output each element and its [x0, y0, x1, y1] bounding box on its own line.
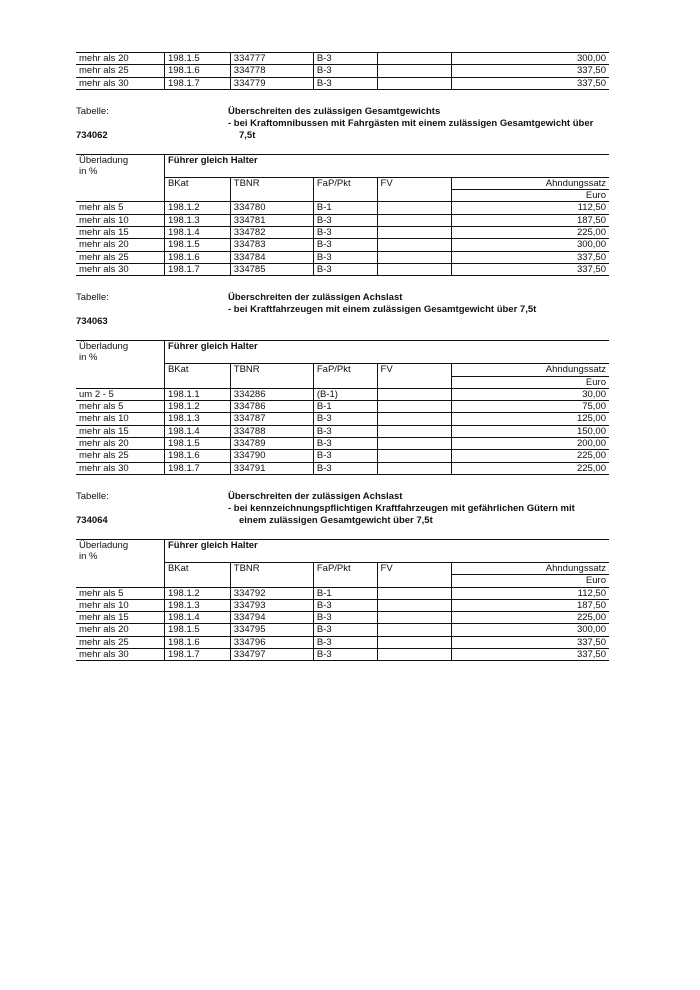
fap-cell: B-3: [313, 214, 377, 226]
fap-cell: (B-1): [313, 388, 377, 400]
bkat-cell: 198.1.6: [164, 450, 230, 462]
section-subtitle-cont: 7,5t: [239, 129, 256, 141]
table-row: [76, 202, 609, 214]
amount-cell: 200,00: [451, 438, 609, 450]
overload-cell: mehr als 30: [76, 263, 164, 275]
overload-header: [76, 539, 164, 562]
fap-cell: B-3: [313, 612, 377, 624]
tbnr-cell: 334791: [230, 462, 313, 474]
bkat-header: BKat: [164, 364, 230, 389]
fap-cell: B-3: [313, 649, 377, 661]
amount-cell: 337,50: [451, 636, 609, 648]
table-row: [76, 587, 609, 599]
bkat-cell: 198.1.7: [164, 263, 230, 275]
fap-cell: B-3: [313, 65, 377, 77]
fap-cell: B-3: [313, 263, 377, 275]
header-spacer: [76, 364, 164, 389]
fap-header: FaP/Pkt: [313, 364, 377, 389]
table-label: Tabelle:: [76, 105, 109, 117]
overload-header-line2: in %: [79, 550, 98, 562]
amount-cell: 225,00: [451, 227, 609, 239]
amount-cell: 112,50: [451, 202, 609, 214]
overload-cell: mehr als 5: [76, 401, 164, 413]
fv-cell: [377, 65, 451, 77]
overload-cell: mehr als 20: [76, 53, 164, 65]
table-row: [76, 239, 609, 251]
tbnr-cell: 334784: [230, 251, 313, 263]
bkat-cell: 198.1.7: [164, 462, 230, 474]
fv-cell: [377, 251, 451, 263]
fv-cell: [377, 53, 451, 65]
amount-cell: 225,00: [451, 462, 609, 474]
unit-header: Euro: [451, 190, 609, 202]
fv-cell: [377, 450, 451, 462]
fap-cell: B-3: [313, 227, 377, 239]
fv-header: FV: [377, 364, 451, 389]
bkat-header: BKat: [164, 177, 230, 202]
bkat-cell: 198.1.5: [164, 239, 230, 251]
tbnr-cell: 334796: [230, 636, 313, 648]
tbnr-cell: 334781: [230, 214, 313, 226]
section-title: Überschreiten der zulässigen Achslast: [228, 490, 403, 502]
bkat-cell: 198.1.2: [164, 401, 230, 413]
overload-header-line2: in %: [79, 352, 98, 364]
amount-cell: 225,00: [451, 612, 609, 624]
fap-cell: B-1: [313, 401, 377, 413]
fap-cell: B-3: [313, 599, 377, 611]
fv-cell: [377, 239, 451, 251]
bkat-cell: 198.1.3: [164, 214, 230, 226]
bkat-cell: 198.1.6: [164, 251, 230, 263]
tbnr-cell: 334780: [230, 202, 313, 214]
overload-header: [76, 341, 164, 364]
fv-cell: [377, 649, 451, 661]
fv-header: FV: [377, 562, 451, 587]
fv-cell: [377, 227, 451, 239]
fv-cell: [377, 624, 451, 636]
bkat-cell: 198.1.4: [164, 227, 230, 239]
amount-cell: 187,50: [451, 214, 609, 226]
overload-cell: mehr als 15: [76, 612, 164, 624]
fap-cell: B-3: [313, 413, 377, 425]
fap-cell: B-1: [313, 587, 377, 599]
table-row: [76, 65, 609, 77]
tbnr-cell: 334792: [230, 587, 313, 599]
table-row: [76, 450, 609, 462]
tbnr-cell: 334794: [230, 612, 313, 624]
fv-cell: [377, 202, 451, 214]
overload-cell: mehr als 15: [76, 227, 164, 239]
overload-header-line1: Überladung: [79, 341, 129, 353]
amount-cell: 300,00: [451, 624, 609, 636]
table-row: [76, 263, 609, 275]
bkat-cell: 198.1.7: [164, 649, 230, 661]
header-spacer: [76, 177, 164, 202]
amount-header: Ahndungssatz: [451, 562, 609, 574]
overload-header-line1: Überladung: [79, 539, 129, 551]
table-row: [76, 636, 609, 648]
fv-cell: [377, 77, 451, 89]
group-header: Führer gleich Halter: [164, 154, 609, 177]
tbnr-cell: 334793: [230, 599, 313, 611]
amount-header: Ahndungssatz: [451, 364, 609, 376]
table-code: 734062: [76, 129, 108, 141]
section-subtitle: - bei Kraftomnibussen mit Fahrgästen mit einem zulässigen Gesamtgewicht über: [228, 117, 594, 129]
amount-cell: 337,50: [451, 65, 609, 77]
table-label: Tabelle:: [76, 292, 109, 304]
tbnr-cell: 334777: [230, 53, 313, 65]
bkat-cell: 198.1.5: [164, 53, 230, 65]
bkat-cell: 198.1.3: [164, 599, 230, 611]
fv-cell: [377, 462, 451, 474]
table-row: [76, 214, 609, 226]
amount-cell: 300,00: [451, 239, 609, 251]
group-header: Führer gleich Halter: [164, 341, 609, 364]
section-title: Überschreiten des zulässigen Gesamtgewichts: [228, 105, 441, 117]
table-row: [76, 388, 609, 400]
bkat-cell: 198.1.6: [164, 636, 230, 648]
overload-cell: mehr als 25: [76, 251, 164, 263]
fap-cell: B-3: [313, 450, 377, 462]
table-code: 734064: [76, 514, 108, 526]
table-row: [76, 77, 609, 89]
fv-cell: [377, 438, 451, 450]
bkat-cell: 198.1.4: [164, 612, 230, 624]
tbnr-cell: 334789: [230, 438, 313, 450]
fap-cell: B-1: [313, 202, 377, 214]
amount-cell: 337,50: [451, 77, 609, 89]
tbnr-cell: 334286: [230, 388, 313, 400]
section-heading: [76, 100, 609, 144]
amount-header: Ahndungssatz: [451, 177, 609, 189]
overload-cell: mehr als 25: [76, 450, 164, 462]
table-row: [76, 53, 609, 65]
fine-table: [76, 154, 609, 276]
tbnr-cell: 334788: [230, 425, 313, 437]
overload-cell: mehr als 20: [76, 239, 164, 251]
fap-cell: B-3: [313, 462, 377, 474]
table-code: 734063: [76, 316, 108, 328]
fap-cell: B-3: [313, 53, 377, 65]
bkat-cell: 198.1.2: [164, 587, 230, 599]
unit-header: Euro: [451, 575, 609, 587]
tbnr-header: TBNR: [230, 562, 313, 587]
bkat-cell: 198.1.4: [164, 425, 230, 437]
table-label: Tabelle:: [76, 490, 109, 502]
document-page: [76, 52, 609, 661]
amount-cell: 75,00: [451, 401, 609, 413]
bkat-cell: 198.1.1: [164, 388, 230, 400]
tbnr-cell: 334786: [230, 401, 313, 413]
amount-cell: 30,00: [451, 388, 609, 400]
fv-cell: [377, 425, 451, 437]
overload-header-line1: Überladung: [79, 154, 129, 166]
overload-cell: mehr als 5: [76, 587, 164, 599]
overload-cell: mehr als 10: [76, 413, 164, 425]
fv-cell: [377, 636, 451, 648]
section-subtitle: - bei Kraftfahrzeugen mit einem zulässigen Gesamtgewicht über 7,5t: [228, 304, 537, 316]
overload-cell: mehr als 30: [76, 462, 164, 474]
bkat-cell: 198.1.3: [164, 413, 230, 425]
section-subtitle-cont: einem zulässigen Gesamtgewicht über 7,5t: [239, 514, 433, 526]
overload-cell: um 2 - 5: [76, 388, 164, 400]
bkat-header: BKat: [164, 562, 230, 587]
fap-cell: B-3: [313, 438, 377, 450]
fv-cell: [377, 388, 451, 400]
fap-cell: B-3: [313, 77, 377, 89]
overload-cell: mehr als 20: [76, 438, 164, 450]
table-row: [76, 649, 609, 661]
tbnr-cell: 334790: [230, 450, 313, 462]
fap-cell: B-3: [313, 624, 377, 636]
bkat-cell: 198.1.6: [164, 65, 230, 77]
overload-cell: mehr als 10: [76, 599, 164, 611]
overload-header: [76, 154, 164, 177]
fap-cell: B-3: [313, 636, 377, 648]
tbnr-cell: 334787: [230, 413, 313, 425]
section-title: Überschreiten der zulässigen Achslast: [228, 292, 403, 304]
bkat-cell: 198.1.2: [164, 202, 230, 214]
overload-cell: mehr als 30: [76, 649, 164, 661]
bkat-cell: 198.1.7: [164, 77, 230, 89]
table-row: [76, 624, 609, 636]
tbnr-cell: 334795: [230, 624, 313, 636]
fap-cell: B-3: [313, 239, 377, 251]
amount-cell: 225,00: [451, 450, 609, 462]
fine-table: [76, 340, 609, 475]
bkat-cell: 198.1.5: [164, 624, 230, 636]
section-heading: [76, 485, 609, 529]
overload-cell: mehr als 30: [76, 77, 164, 89]
fap-header: FaP/Pkt: [313, 177, 377, 202]
fv-cell: [377, 413, 451, 425]
overload-cell: mehr als 15: [76, 425, 164, 437]
table-row: [76, 599, 609, 611]
amount-cell: 300,00: [451, 53, 609, 65]
top-table-fragment: [76, 52, 609, 90]
fv-header: FV: [377, 177, 451, 202]
tbnr-header: TBNR: [230, 177, 313, 202]
fap-cell: B-3: [313, 251, 377, 263]
overload-header-line2: in %: [79, 165, 98, 177]
overload-cell: mehr als 25: [76, 636, 164, 648]
amount-cell: 337,50: [451, 263, 609, 275]
overload-cell: mehr als 20: [76, 624, 164, 636]
table-row: [76, 413, 609, 425]
amount-cell: 337,50: [451, 649, 609, 661]
section-subtitle: - bei kennzeichnungspflichtigen Kraftfahrzeugen mit gefährlichen Gütern mit: [228, 502, 575, 514]
amount-cell: 112,50: [451, 587, 609, 599]
amount-cell: 187,50: [451, 599, 609, 611]
tbnr-cell: 334778: [230, 65, 313, 77]
fv-cell: [377, 612, 451, 624]
fap-cell: B-3: [313, 425, 377, 437]
overload-cell: mehr als 25: [76, 65, 164, 77]
fap-header: FaP/Pkt: [313, 562, 377, 587]
table-row: [76, 401, 609, 413]
amount-cell: 125,00: [451, 413, 609, 425]
overload-cell: mehr als 5: [76, 202, 164, 214]
fv-cell: [377, 599, 451, 611]
fv-cell: [377, 263, 451, 275]
table-row: [76, 462, 609, 474]
table-row: [76, 425, 609, 437]
tbnr-cell: 334785: [230, 263, 313, 275]
tbnr-cell: 334782: [230, 227, 313, 239]
fine-table: [76, 539, 609, 661]
table-row: [76, 612, 609, 624]
fv-cell: [377, 214, 451, 226]
tbnr-cell: 334779: [230, 77, 313, 89]
fv-cell: [377, 587, 451, 599]
section-heading: [76, 286, 609, 330]
tbnr-cell: 334797: [230, 649, 313, 661]
group-header: Führer gleich Halter: [164, 539, 609, 562]
header-spacer: [76, 562, 164, 587]
bkat-cell: 198.1.5: [164, 438, 230, 450]
tbnr-cell: 334783: [230, 239, 313, 251]
amount-cell: 337,50: [451, 251, 609, 263]
amount-cell: 150,00: [451, 425, 609, 437]
table-row: [76, 227, 609, 239]
table-row: [76, 251, 609, 263]
overload-cell: mehr als 10: [76, 214, 164, 226]
tbnr-header: TBNR: [230, 364, 313, 389]
fv-cell: [377, 401, 451, 413]
table-row: [76, 438, 609, 450]
unit-header: Euro: [451, 376, 609, 388]
